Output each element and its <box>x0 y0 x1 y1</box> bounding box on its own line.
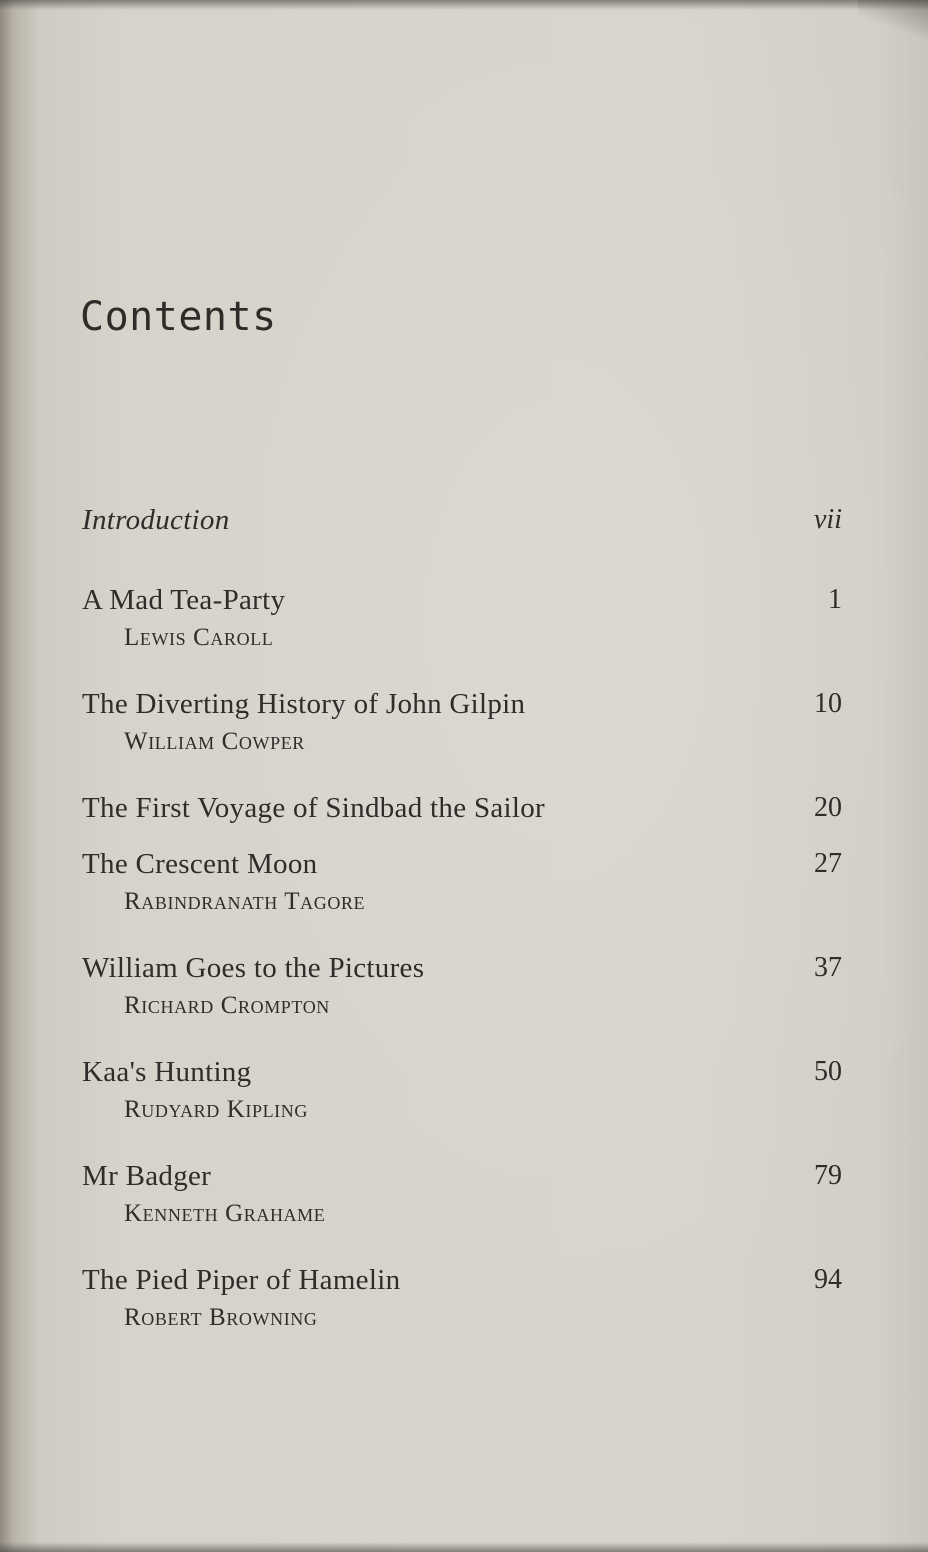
toc-entry-title: The Diverting History of John Gilpin <box>82 688 526 720</box>
toc-entry-author: Kenneth Grahame <box>124 1200 326 1227</box>
toc-entry-author: Rudyard Kipling <box>124 1096 308 1123</box>
toc-entry-page: 37 <box>814 952 842 983</box>
toc-entry-title: The Crescent Moon <box>82 848 318 880</box>
toc-entry-author: Richard Crompton <box>124 992 330 1019</box>
toc-entry-page: 79 <box>814 1160 842 1191</box>
toc-entry-title: The First Voyage of Sindbad the Sailor <box>82 792 546 824</box>
toc-entry-title: A Mad Tea-Party <box>82 584 286 616</box>
page-corner-shadow <box>858 0 928 50</box>
toc-entry-title: The Pied Piper of Hamelin <box>82 1264 401 1296</box>
toc-entry-title: Kaa's Hunting <box>82 1056 252 1088</box>
toc-entry-author: William Cowper <box>124 728 305 755</box>
toc-entry-page: 20 <box>814 792 842 823</box>
toc-entry-page: 10 <box>814 688 842 719</box>
toc-entry-page: 27 <box>814 848 842 879</box>
toc-entry-page: vii <box>814 504 842 535</box>
toc-entry-page: 1 <box>828 584 842 615</box>
toc-entry-author: Robert Browning <box>124 1304 318 1331</box>
page-title: Contents <box>80 294 277 340</box>
toc-entry-author: Rabindranath Tagore <box>124 888 366 915</box>
toc-entry-title: William Goes to the Pictures <box>82 952 425 984</box>
toc-entry-title: Introduction <box>82 504 230 536</box>
toc-entry-author: Lewis Caroll <box>124 624 274 651</box>
toc-entry-page: 50 <box>814 1056 842 1087</box>
toc-entry-title: Mr Badger <box>82 1160 212 1192</box>
toc-entry-page: 94 <box>814 1264 842 1295</box>
